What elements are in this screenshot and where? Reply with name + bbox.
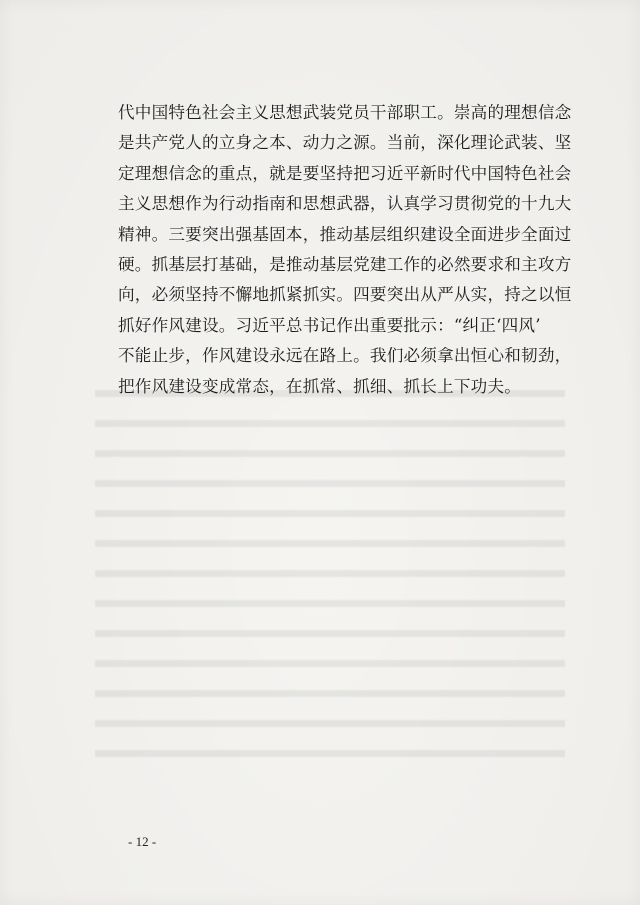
text-line: 抓好作风建设。习近平总书记作出重要批示：“纠正‘四风’ — [118, 315, 541, 335]
text-line: 代中国特色社会主义思想武装党员干部职工。崇高的理想信念 — [118, 103, 572, 122]
text-line: 是共产党人的立身之本、动力之源。当前，深化理论武装、坚 — [118, 133, 572, 153]
text-line: 不能止步，作风建设永远在路上。我们必须拿出恒心和韧劲， — [118, 346, 572, 366]
text-line: 精神。三要突出强基固本，推动基层组织建设全面进步全面过 — [118, 224, 572, 244]
text-line: 定理想信念的重点，就是要坚持把习近平新时代中国特色社会 — [118, 163, 572, 183]
text-line: 主义思想作为行动指南和思想武器，认真学习贯彻党的十九大 — [118, 194, 572, 214]
text-line: 把作风建设变成常态，在抓常、抓细、抓长上下功夫。 — [118, 376, 522, 396]
text-line: 向，必须坚持不懈地抓紧抓实。四要突出从严从实，持之以恒 — [118, 285, 572, 305]
show-through-text — [95, 390, 565, 790]
body-paragraph — [118, 98, 572, 402]
text-line: 硬。抓基层打基础，是推动基层党建工作的必然要求和主攻方 — [118, 255, 572, 275]
page-number: - 12 - — [128, 834, 157, 849]
